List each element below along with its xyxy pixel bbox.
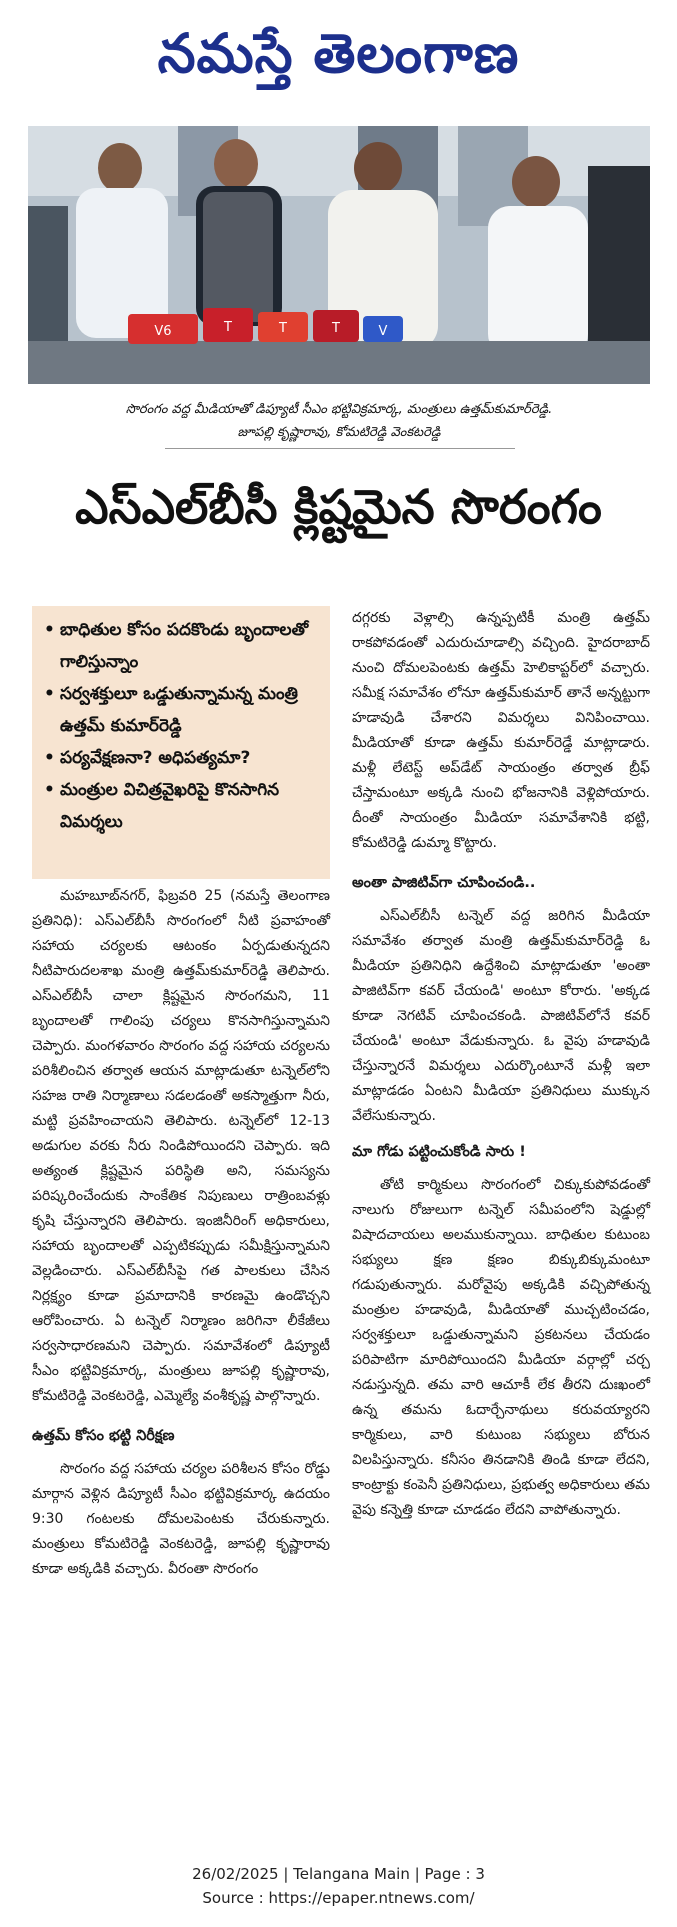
headline [0, 458, 677, 568]
press-meet-photo [28, 126, 650, 384]
photo-caption [28, 398, 650, 444]
bullet-icon: • [44, 748, 55, 768]
masthead [0, 0, 677, 120]
caption-line-2: జూపల్లి కృష్ణారావు, కోమటిరెడ్డి వెంకటరెడ్డి [237, 425, 441, 440]
news-photo [28, 126, 650, 384]
highlight-text: మంత్రుల విచిత్రవైఖరిపై కొనసాగిన విమర్శలు [60, 780, 280, 832]
article-paragraph: దగ్గరకు వెళ్లాల్సి ఉన్నప్పటికీ మంత్రి ఉత్తమ్ రాకపోవడంతో ఎదురుచూడాల్సి వచ్చింది. హైదరాబాద్ నుంచి దోమలపెంటకు ఉత్తమ్ హెలికాప్టర్‌లో వచ్చారు. సమీక్ష సమావేశం లోనూ ఉత్తమ్‌కుమార్ తానే అన్నట్టుగా హడావుడి చేశారని విమర్శలు వినిపించాయి. మీడియాతో కూడా ఉత్తమ్ కుమార్‌రెడ్డే మాట్లాడారు. మళ్లీ లేటెస్ట్ అప్‌డేట్ సాయంత్రం తర్వాత బ్రీఫ్ చేస్తామంటూ అక్కడి నుంచి భోజనానికి వెళ్లిపోయారు. దీంతో సాయంత్రం మీడియా సమావేశానికి భట్టి, కోమటిరెడ్డి డుమ్మా కొట్టారు. [352, 610, 650, 851]
highlight-item [44, 774, 322, 838]
mic-label: T [224, 320, 232, 335]
bullet-icon: • [44, 684, 55, 704]
article-paragraph: మహబూబ్‌నగర్, ఫిబ్రవరి 25 (నమస్తే తెలంగాణ ప్రతినిధి): ఎస్‌ఎల్‌బీసీ సొరంగంలో నీటి ప్రవాహంతో సహాయ చర్యలకు ఆటంకం ఏర్పడుతున్నదని నీటిపారుదలశాఖ మంత్రి ఉత్తమ్‌కుమార్‌రెడ్డి తెలిపారు. ఎస్‌ఎల్‌బీసీ చాలా క్లిష్టమైన సొరంగమని, 11 బృందాలతో గాలింపు చర్యలు కొనసాగిస్తున్నామని చెప్పారు. మంగళవారం సొరంగం వద్ద సహాయ చర్యలను పరిశీలించిన తర్వాత ఆయన మాట్లాడుతూ టన్నెల్‌లోని సహజ రాతి నిర్మాణాలు సడలడంతో అకస్మాత్తుగా నీరు, మట్టి ప్రవహించాయని తెలిపారు. టన్నెల్‌లో 12-13 అడుగుల వరకు నీరు నిండిపోయిందని చెప్పారు. ఇది అత్యంత క్లిష్టమైన పరిస్థితి అని, సమస్యను పరిష్కరించేందుకు సాంకేతిక నిపుణులు రాత్రింబవళ్లు కృషి చేస్తున్నారని తెలిపారు. ఇంజినీరింగ్ అధికారులు, సహాయ బృందాలతో ఎప్పటికప్పుడు సమీక్షిస్తున్నామని వెల్లడించారు. ఎస్‌ఎల్‌బీసీపై గత పాలకులు చేసిన నిర్లక్ష్యం కూడా ప్రమాదానికి కారణమై ఉండొచ్చని ఆరోపించారు. ఏ టన్నెల్ నిర్మాణం జరిగినా లీకేజీలు సర్వసాధారణమని చెప్పారు. సమావేశంలో డిప్యూటీ సీఎం భట్టివిక్రమార్క, మంత్రులు జూపల్లి కృష్ణారావు, కోమటిరెడ్డి వెంకటరెడ్డి, ఎమ్మెల్యే వంశీకృష్ణ పాల్గొన్నారు. [32, 888, 330, 1404]
article-paragraph: తోటి కార్మికులు సొరంగంలో చిక్కుకుపోవడంతో నాలుగు రోజులుగా టన్నెల్ సమీపంలోని షెడ్డుల్లో విషాదచాయలు అలముకున్నాయి. బాధితుల కుటుంబ సభ్యులు క్షణ క్షణం బిక్కుబిక్కుమంటూ గడుపుతున్నారు. మరోవైపు అక్కడికి వచ్చిపోతున్న మంత్రుల హడావుడి, మీడియాతో ముచ్చటించడం, సర్వశక్తులూ ఒడ్డుతున్నామని ప్రకటనలు చేయడం పరిపాటిగా మారిపోయిందని మీడియా వర్గాల్లో చర్చ నడుస్తున్నది. తమ వారి ఆచూకీ లేక తీరని దుఃఖంలో ఉన్న తమను ఓదార్చేనాథులు కరువయ్యారని కార్మికులు, వారి కుటుంబ సభ్యులు బోరున విలపిస్తున్నారు. కనీసం తినడానికి తిండి కూడా లేదని, కాంట్రాక్టు కంపెనీ ప్రతినిధులు, ప్రభుత్వ అధికారులు తమ వైపు కన్నెత్తి కూడా చూడడం లేదని వాపోతున్నారు. [352, 1177, 650, 1518]
mic-label: V6 [154, 324, 172, 339]
mic-label: V [378, 324, 388, 339]
highlight-text: సర్వశక్తులూ ఒడ్డుతున్నామన్న మంత్రి ఉత్తమ్ కుమార్‌రెడ్డి [60, 684, 298, 736]
highlights-box [32, 606, 330, 879]
headline-text: ఎస్‌ఎల్‌బీసీ క్లిష్టమైన సొరంగం [75, 480, 602, 535]
mic-label: T [332, 321, 340, 336]
article-paragraph: ఎస్‌ఎల్‌బీసీ టన్నెల్ వద్ద జరిగిన మీడియా సమావేశం తర్వాత మంత్రి ఉత్తమ్‌కుమార్‌రెడ్డి ఓ మీడియా ప్రతినిధిని ఉద్దేశించి మాట్లాడుతూ 'అంతా పాజిటివ్‌గా కవర్ చేయండి' అంటూ కోరారు. 'అక్కడ కూడా నెగటివ్ చూపించకండి. పాజిటివ్‌లోనే కవర్ చేయండి' అంటూ వేడుకున్నారు. ఓ వైపు హడావుడి చేస్తున్నారనే విమర్శలు ఎదుర్కొంటూనే మళ్లీ ఇలా మాట్లాడడం ఏంటని మీడియా ప్రతినిధులు ముక్కున వేలేసుకున్నారు. [352, 908, 650, 1124]
mic-label: T [279, 321, 287, 336]
article-left-column [32, 884, 330, 1582]
footer-date-line: 26/02/2025 | Telangana Main | Page : 3 [192, 1865, 485, 1883]
highlight-item [44, 742, 322, 774]
caption-divider [165, 448, 515, 449]
highlight-text: పర్యవేక్షణనా? అధిపత్యమా? [60, 748, 251, 768]
masthead-title: నమస్తే తెలంగాణ [157, 21, 520, 85]
caption-line-1: సొరంగం వద్ద మీడియాతో డిప్యూటీ సీఎం భట్టివిక్రమార్క, మంత్రులు ఉత్తమ్‌కుమార్‌రెడ్డి. [125, 402, 553, 417]
subheading: మా గోడు పట్టించుకోండి సారు ! [352, 1144, 526, 1160]
highlight-item [44, 678, 322, 742]
subheading: ఉత్తమ్ కోసం భట్టి నిరీక్షణ [32, 1428, 175, 1444]
footer-source-line: Source : https://epaper.ntnews.com/ [202, 1889, 475, 1907]
bullet-icon: • [44, 620, 55, 640]
subheading: అంతా పాజిటివ్‌గా చూపించండి.. [352, 875, 536, 891]
footer [0, 1862, 677, 1910]
highlight-item [44, 614, 322, 678]
article-right-column [352, 606, 650, 1523]
bullet-icon: • [44, 780, 55, 800]
highlight-text: బాధితుల కోసం పదకొండు బృందాలతో గాలిస్తున్నాం [60, 620, 309, 672]
article-paragraph: సొరంగం వద్ద సహాయ చర్యల పరిశీలన కోసం రోడ్డు మార్గాన వెళ్లిన డిప్యూటీ సీఎం భట్టివిక్రమార్క ఉదయం 9:30 గంటలకు దోమలపెంటకు చేరుకున్నారు. మంత్రులు కోమటిరెడ్డి వెంకటరెడ్డి, జూపల్లి కృష్ణారావు కూడా అక్కడికి వచ్చారు. వీరంతా సొరంగం [32, 1461, 330, 1577]
